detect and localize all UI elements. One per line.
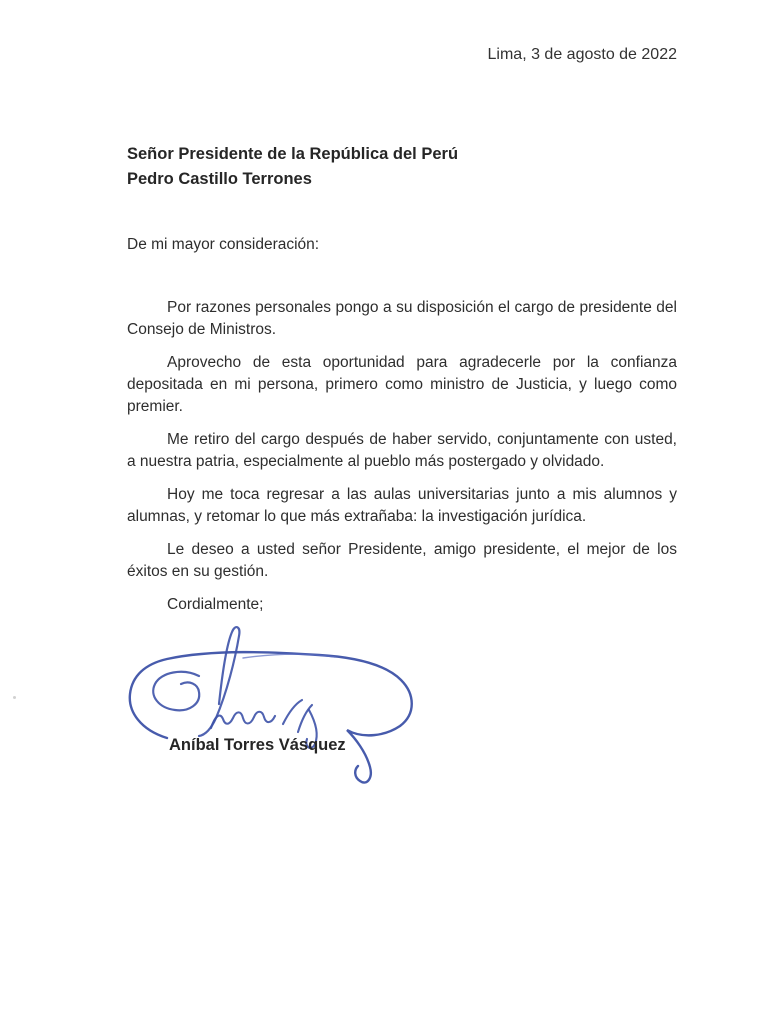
handwritten-signature-icon [123,620,433,795]
signature-block [127,618,547,818]
paragraph-3: Me retiro del cargo después de haber servido, conjuntamente con usted, a nuestra patria, especialmente al pueblo más postergado y olvidado. [127,431,677,470]
salutation: De mi mayor consideración: [127,236,320,253]
recipient-title: Señor Presidente de la República del Perú [127,145,459,163]
closing: Cordialmente; [167,596,264,613]
paragraph-2: Aprovecho de esta oportunidad para agradecerle por la confianza depositada en mi persona, primero como ministro de Justicia, y luego como premier. [127,354,677,415]
paragraph-1: Por razones personales pongo a su disposición el cargo de presidente del Consejo de Ministros. [127,299,677,338]
date-line: Lima, 3 de agosto de 2022 [487,46,677,63]
paragraph-4: Hoy me toca regresar a las aulas universitarias junto a mis alumnos y alumnas, y retomar lo que más extrañaba: la investigación jurídica. [127,486,677,525]
signatory-name: Aníbal Torres Vásquez [169,736,346,754]
scan-artifact-dot [13,696,16,699]
paragraph-5: Le deseo a usted señor Presidente, amigo presidente, el mejor de los éxitos en su gestión. [127,541,677,580]
recipient-name: Pedro Castillo Terrones [127,170,312,188]
recipient-block [127,142,677,192]
